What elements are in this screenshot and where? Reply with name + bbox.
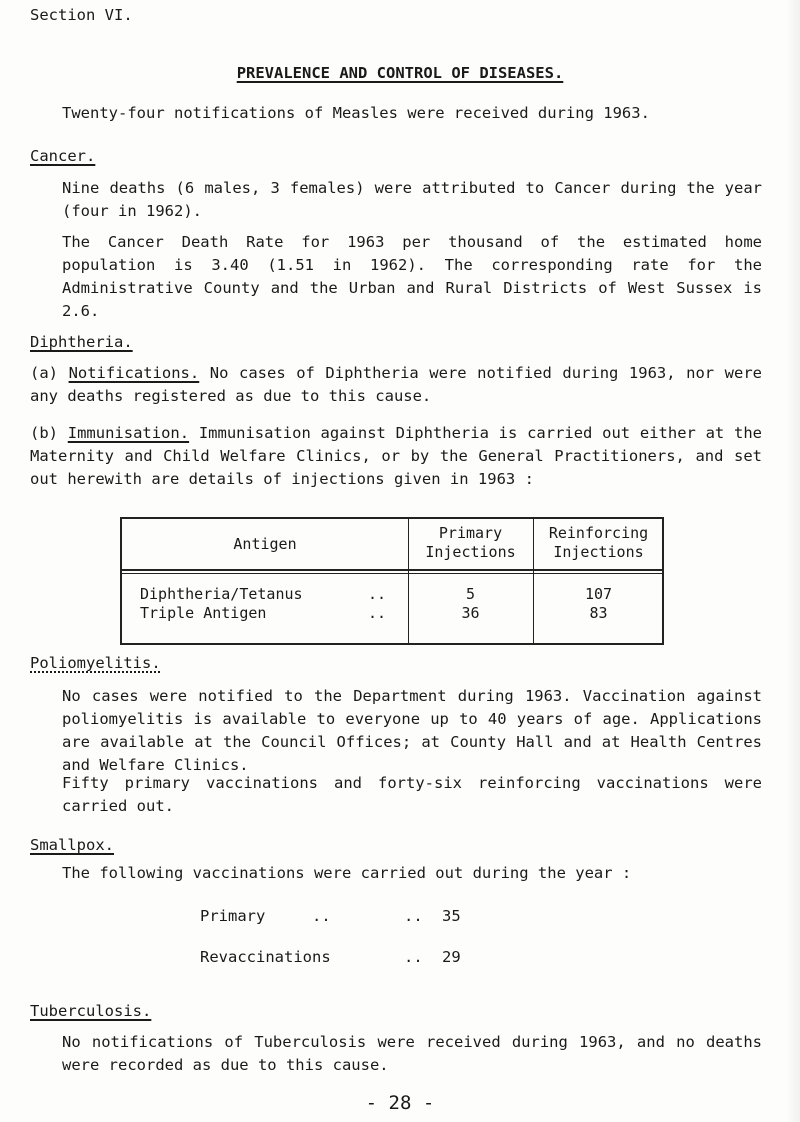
- table-row-reinforcing: 107: [584, 585, 613, 603]
- measles-paragraph: Twenty-four notifications of Measles were received during 1963.: [62, 104, 650, 122]
- smallpox-row-label: Primary: [200, 907, 266, 925]
- table-row-antigen: Diphtheria/Tetanus: [140, 585, 303, 603]
- page-number: - 28 -: [365, 1092, 435, 1114]
- diphtheria-immunisation-paragraph: [30, 422, 762, 491]
- notifications-label: Notifications.: [68, 364, 200, 382]
- diphtheria-notifications-paragraph: [30, 362, 762, 408]
- tuberculosis-heading: Tuberculosis.: [30, 1002, 152, 1020]
- table-header-rule: [122, 573, 662, 574]
- smallpox-row-value: 35: [442, 907, 461, 925]
- smallpox-row-label: Revaccinations: [200, 948, 331, 966]
- smallpox-row-dots: ..: [404, 907, 423, 925]
- table-header-antigen: Antigen: [233, 535, 297, 553]
- notifications-text: No cases of Diphtheria were notified during 1963, nor were any deaths registered as due to this cause.: [30, 364, 763, 405]
- table-header-rule: [122, 569, 662, 571]
- diphtheria-heading: Diphtheria.: [30, 333, 133, 351]
- page-title: PREVALENCE AND CONTROL OF DISEASES.: [236, 64, 564, 82]
- table-header-reinforcing: Reinforcing Injections: [548, 524, 649, 561]
- table-header-primary: Primary Injections: [425, 524, 516, 561]
- immunisation-label: Immunisation.: [67, 424, 190, 442]
- cancer-heading: Cancer.: [30, 147, 96, 165]
- immunisation-prefix: (b): [30, 424, 68, 442]
- smallpox-row-value: 29: [442, 948, 461, 966]
- smallpox-row-dots: ..: [404, 948, 423, 966]
- table-row-dots: ..: [368, 585, 387, 603]
- notifications-prefix: (a): [30, 364, 69, 382]
- smallpox-intro: The following vaccinations were carried out during the year :: [62, 864, 632, 882]
- cancer-paragraph-1: Nine deaths (6 males, 3 females) were attributed to Cancer during the year (four in 1962).: [62, 179, 762, 220]
- page-edge-shadow: [786, 0, 800, 1122]
- smallpox-heading: Smallpox.: [30, 836, 114, 854]
- table-row-primary: 5: [465, 585, 476, 603]
- section-label: Section VI.: [30, 6, 133, 24]
- poliomyelitis-paragraph-2: Fifty primary vaccinations and forty-six reinforcing vaccinations were carried out.: [62, 774, 762, 815]
- table-row-antigen: Triple Antigen: [140, 604, 267, 622]
- table-row-reinforcing: 83: [589, 604, 608, 622]
- poliomyelitis-paragraph-1: No cases were notified to the Department during 1963. Vaccination against poliomyelitis is available to everyone up to 40 years of age. Applications are available at the Council Offices; at County Hall and at Health Centres and Welfare Clinics.: [62, 687, 762, 774]
- smallpox-row-dots: ..: [312, 907, 331, 925]
- table-row-primary: 36: [461, 604, 480, 622]
- cancer-paragraph-2: The Cancer Death Rate for 1963 per thousand of the estimated home population is 3.40 (1.51 in 1962). The corresponding rate for the Administrative County and the Urban and Rural Districts of West Sussex is 2.6.: [62, 233, 762, 320]
- table-row-dots: ..: [368, 604, 387, 622]
- tuberculosis-paragraph: No notifications of Tuberculosis were received during 1963, and no deaths were recorded as due to this cause.: [62, 1033, 762, 1074]
- immunisation-text: Immunisation against Diphtheria is carried out either at the Maternity and Child Welfare Clinics, or by the General Practitioners, and set out herewith are details of injections given in 1963 :: [30, 424, 763, 488]
- poliomyelitis-heading: Poliomyelitis.: [30, 654, 161, 672]
- injections-table: [120, 517, 664, 645]
